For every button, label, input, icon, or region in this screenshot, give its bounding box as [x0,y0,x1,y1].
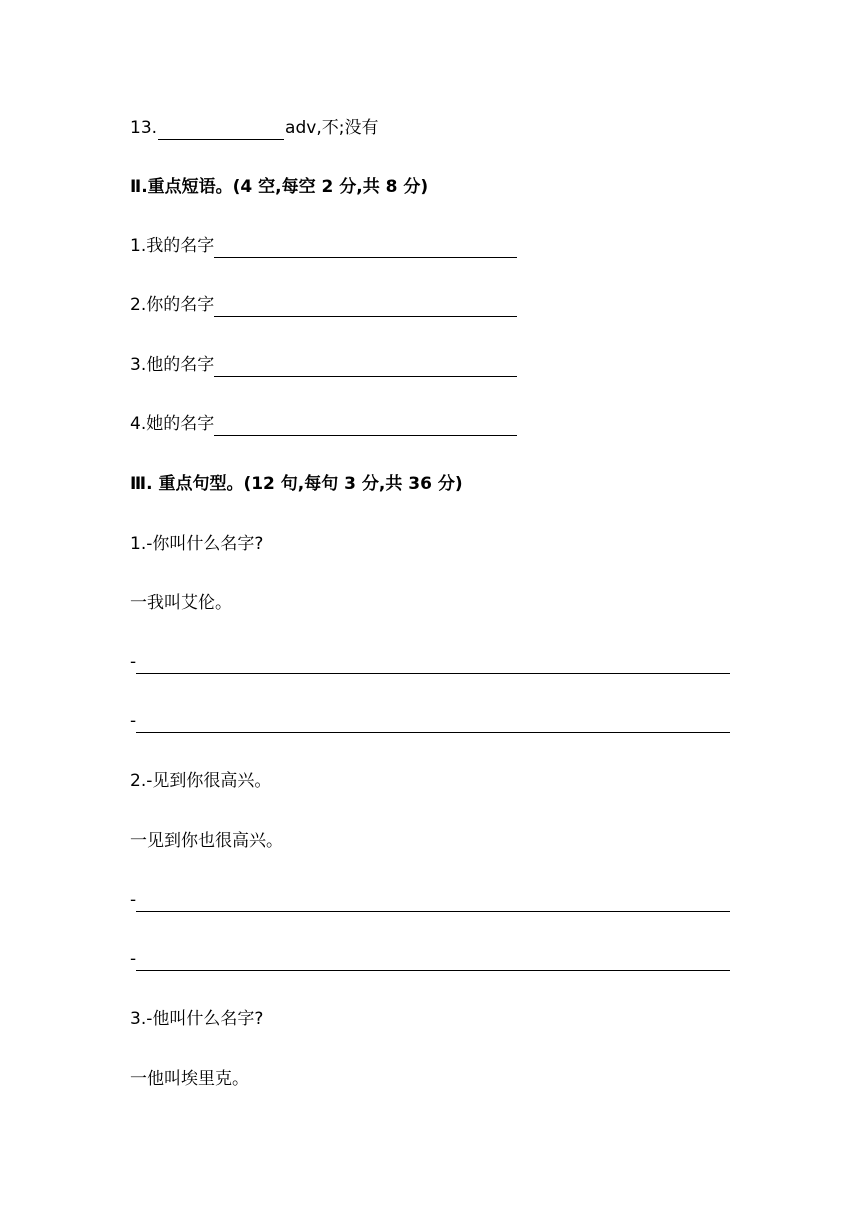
sentence-reply [130,591,232,615]
sentence-prompt [130,532,263,556]
phrase-label: 3.他的名字 [130,355,215,375]
phrase-answer-blank[interactable] [214,239,517,258]
phrase-label: 1.我的名字 [130,236,215,256]
phrase-answer-blank[interactable] [214,417,517,436]
vocab-answer-blank[interactable] [158,121,284,140]
phrase-item [130,293,517,317]
section-2-heading [130,175,428,199]
phrase-answer-blank[interactable] [214,358,517,377]
answer-blank[interactable] [136,952,730,971]
phrase-label: 4.她的名字 [130,414,215,434]
vocab-item-number: 13. [130,118,158,138]
answer-line [130,709,730,733]
phrase-item [130,353,517,377]
phrase-item [130,234,517,258]
section-3-heading [130,472,463,496]
vocab-item-13 [130,116,378,140]
answer-line [130,888,730,912]
answer-blank[interactable] [136,655,730,674]
phrase-item [130,412,517,436]
sentence-reply-text: 一我叫艾伦。 [130,593,232,613]
vocab-item-meaning: adv,不;没有 [285,118,379,138]
section-3-heading-text: Ⅲ. 重点句型。(12 句,每句 3 分,共 36 分) [130,474,463,494]
sentence-prompt-text: 1.-你叫什么名字? [130,534,264,554]
sentence-prompt-text: 3.-他叫什么名字? [130,1009,264,1029]
answer-blank[interactable] [136,714,730,733]
sentence-prompt-text: 2.-见到你很高兴。 [130,771,272,791]
section-2-heading-text: Ⅱ.重点短语。(4 空,每空 2 分,共 8 分) [130,177,429,197]
sentence-reply-text: 一见到你也很高兴。 [130,831,283,851]
answer-dash: - [130,890,137,910]
answer-dash: - [130,652,137,672]
sentence-reply [130,1067,249,1091]
answer-dash: - [130,711,137,731]
sentence-reply-text: 一他叫埃里克。 [130,1069,249,1089]
answer-blank[interactable] [136,893,730,912]
phrase-answer-blank[interactable] [214,298,517,317]
sentence-reply [130,829,283,853]
phrase-label: 2.你的名字 [130,295,215,315]
sentence-prompt [130,769,271,793]
answer-line [130,650,730,674]
answer-dash: - [130,949,137,969]
answer-line [130,947,730,971]
sentence-prompt [130,1007,263,1031]
